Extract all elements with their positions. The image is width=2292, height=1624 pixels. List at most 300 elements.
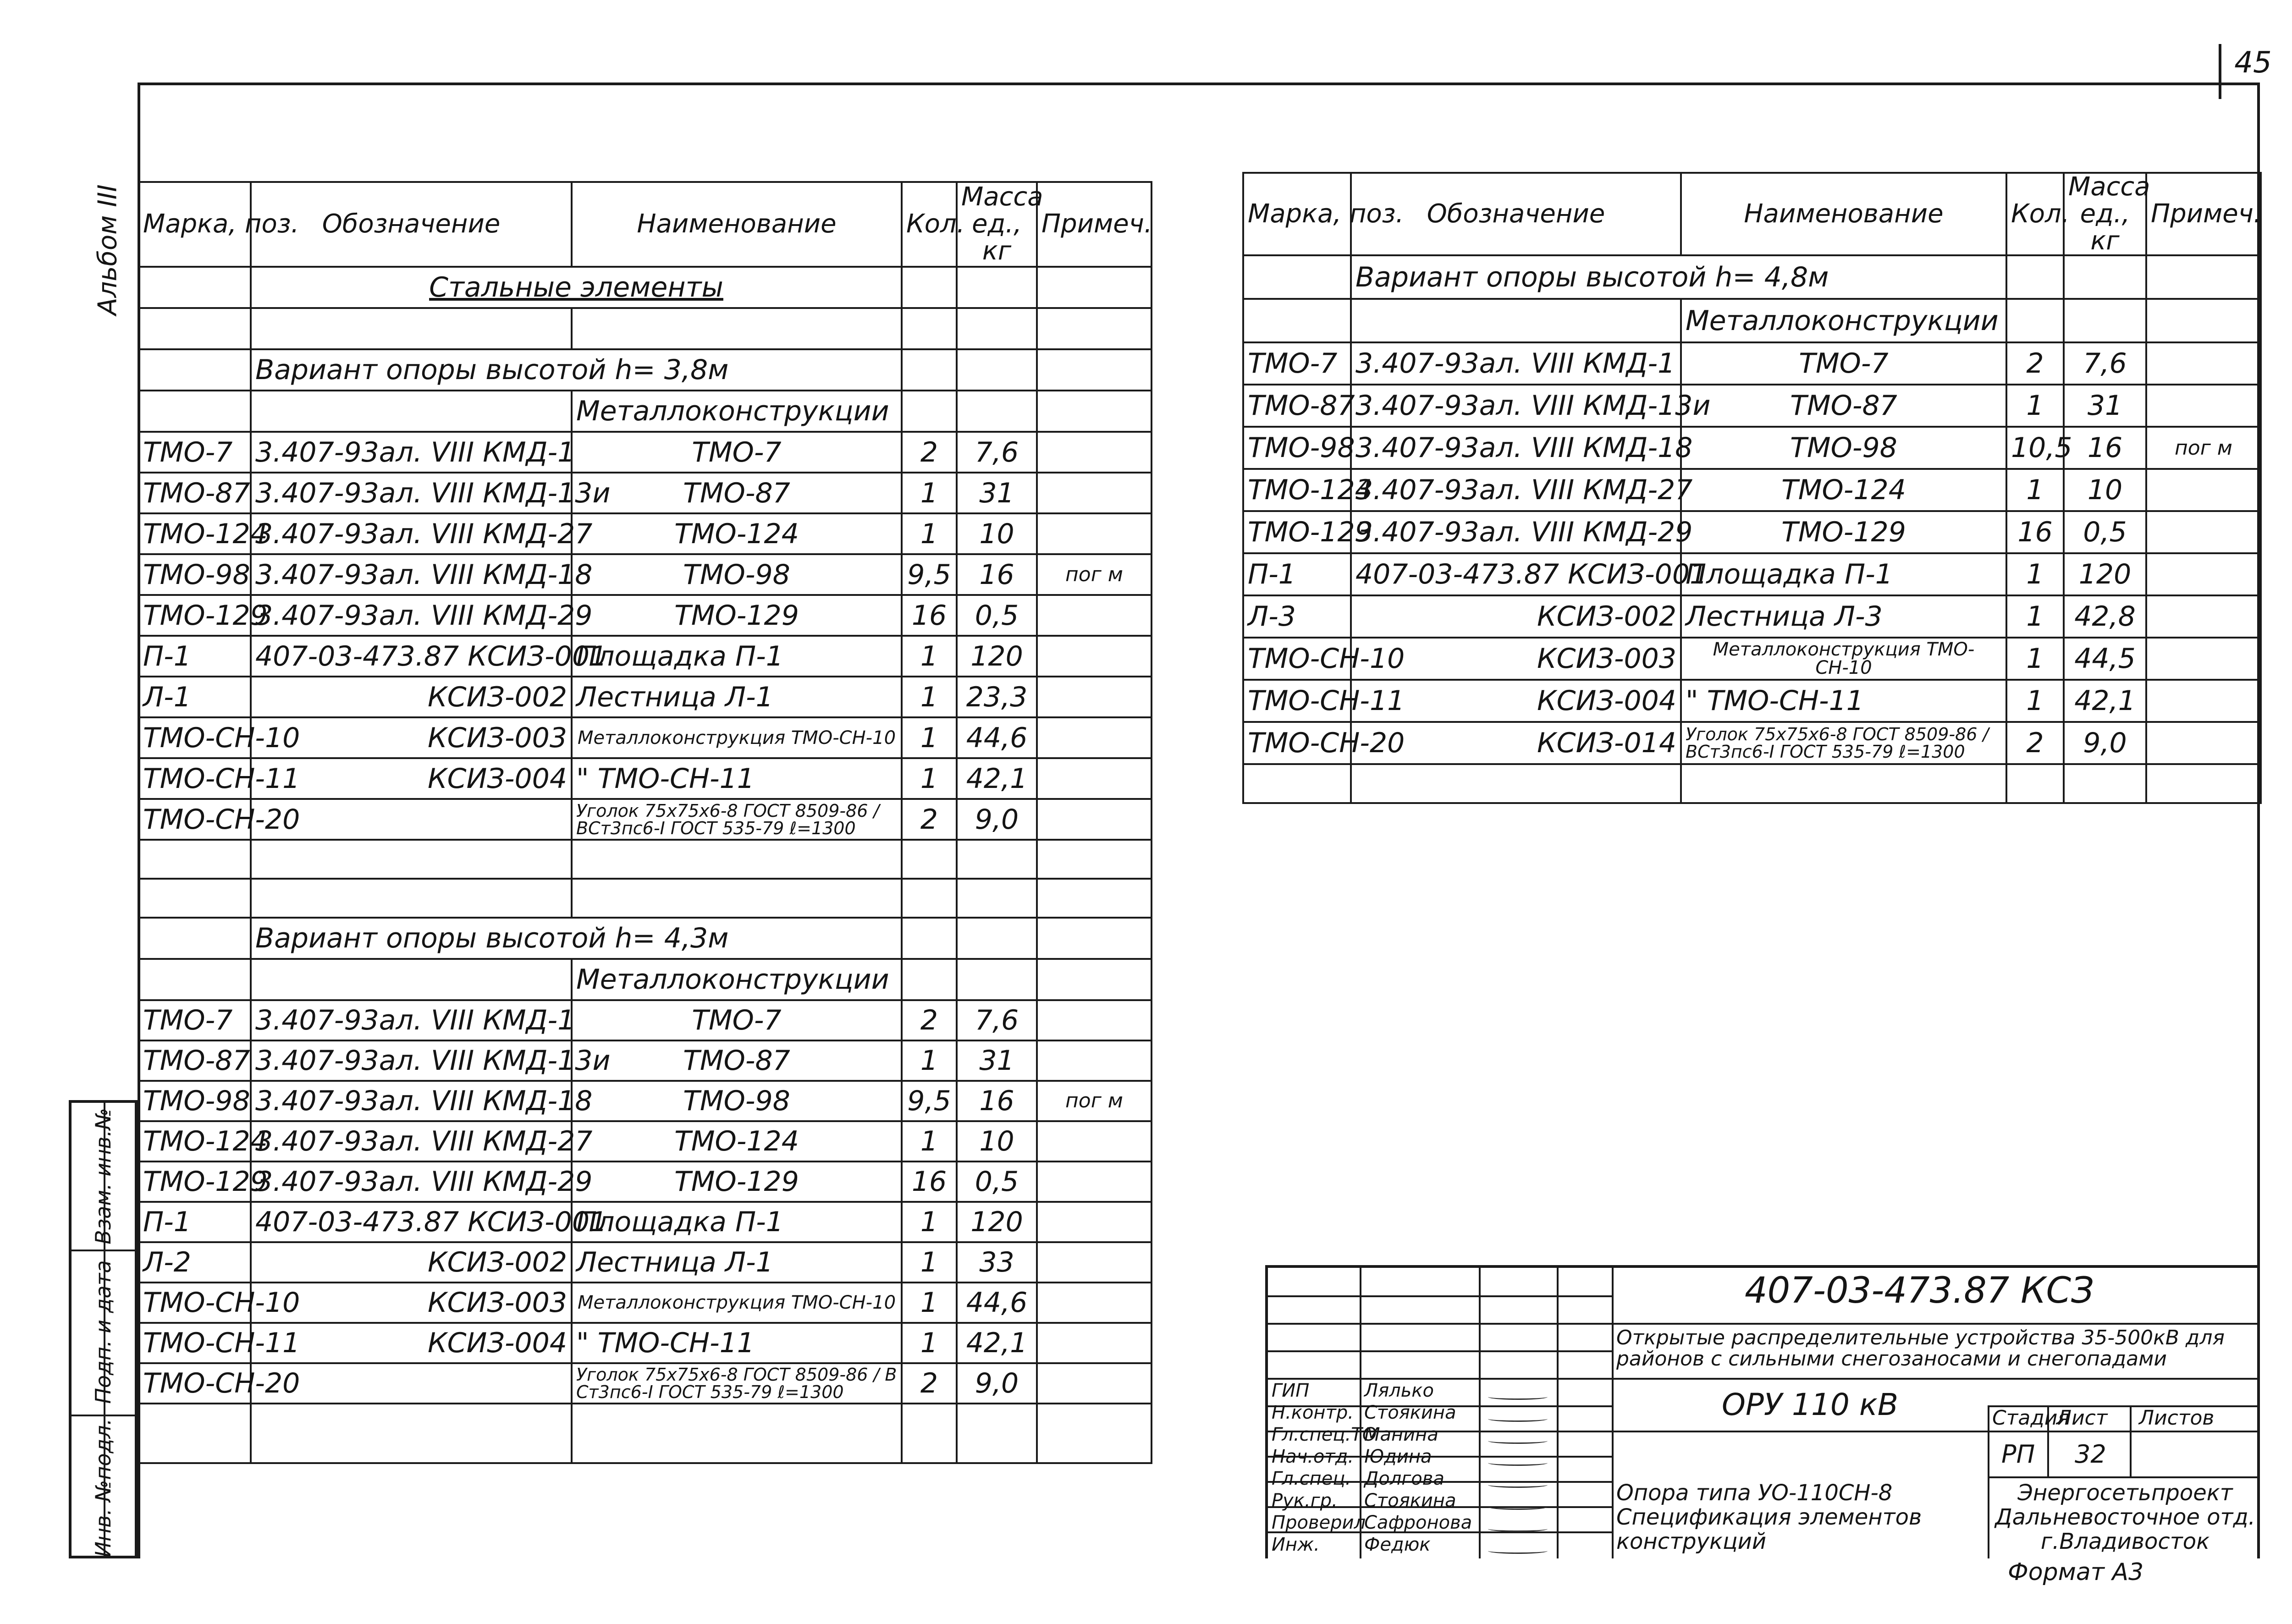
mark-cell: ТМО-124 bbox=[138, 513, 251, 554]
header-note: Примеч. bbox=[1037, 182, 1152, 267]
blank-cell bbox=[957, 959, 1037, 1000]
blank-cell bbox=[1037, 959, 1152, 1000]
subhead-row bbox=[138, 391, 1152, 432]
designation-cell: 407-03-473.87 КСИЗ-001 bbox=[251, 636, 572, 677]
table-row bbox=[138, 677, 1152, 717]
name-cell: Площадка П-1 bbox=[1681, 553, 2006, 595]
album-label-text: Альбом III bbox=[93, 184, 123, 315]
blank-cell bbox=[902, 879, 957, 918]
note-cell bbox=[1037, 473, 1152, 513]
designation-cell: КСИЗ-003 bbox=[1351, 638, 1681, 680]
blank-cell bbox=[2146, 764, 2261, 803]
signature-mark bbox=[1488, 1526, 1548, 1532]
mass-cell: 42,8 bbox=[2064, 595, 2146, 638]
project-title: Открытые распределительные устройства 35-500кВ для районов с сильными снегозаносами и снегопадами bbox=[1616, 1326, 2225, 1371]
blank-cell bbox=[2146, 299, 2261, 342]
mark-cell: ТМО-7 bbox=[138, 1000, 251, 1040]
sheet-format: Формат А3 bbox=[2008, 1558, 2144, 1586]
designation-cell: КСИЗ-003 bbox=[251, 717, 572, 758]
stamp-role: Н.контр. bbox=[1272, 1402, 1354, 1423]
stamp-role: Гл.спец. bbox=[1272, 1468, 1351, 1489]
note-cell bbox=[1037, 1363, 1152, 1404]
header-designation: Обозначение bbox=[1351, 173, 1681, 255]
mark-cell: Л-3 bbox=[1243, 595, 1351, 638]
mass-cell: 7,6 bbox=[2064, 342, 2146, 385]
stamp-role: Инж. bbox=[1272, 1534, 1320, 1555]
blank-cell bbox=[957, 267, 1037, 308]
table-row bbox=[138, 1081, 1152, 1121]
blank-cell bbox=[902, 840, 957, 879]
mark-cell: П-1 bbox=[138, 1202, 251, 1242]
mass-cell: 10 bbox=[957, 1121, 1037, 1162]
name-cell: ТМО-129 bbox=[1681, 511, 2006, 553]
designation-cell: 3.407-93ал. VIII КМД-29 bbox=[251, 1162, 572, 1202]
stage-value: РП bbox=[2001, 1440, 2035, 1469]
qty-cell: 2 bbox=[2006, 722, 2064, 764]
designation-cell: КСИЗ-004 bbox=[251, 758, 572, 799]
stamp-person-name: Сафронова bbox=[1364, 1512, 1472, 1533]
mark-cell: ТМО-СН-20 bbox=[138, 799, 251, 840]
table-row bbox=[138, 1363, 1152, 1404]
designation-cell: 3.407-93ал. VIII КМД-1 bbox=[1351, 342, 1681, 385]
note-cell: пог м bbox=[1037, 1081, 1152, 1121]
blank-cell bbox=[902, 391, 957, 432]
table-row bbox=[138, 1162, 1152, 1202]
blank-cell bbox=[902, 1404, 957, 1463]
mark-cell: ТМО-СН-11 bbox=[138, 1323, 251, 1363]
blank-cell bbox=[957, 391, 1037, 432]
designation-cell: 3.407-93ал. VIII КМД-27 bbox=[1351, 469, 1681, 511]
qty-cell: 1 bbox=[902, 677, 957, 717]
blank-row bbox=[138, 879, 1152, 918]
designation-cell: 3.407-93ал. VIII КМД-29 bbox=[1351, 511, 1681, 553]
blank-cell bbox=[251, 959, 572, 1000]
note-cell bbox=[1037, 1000, 1152, 1040]
table-row bbox=[1243, 511, 2261, 553]
table-row bbox=[138, 1202, 1152, 1242]
designation-cell: 3.407-93ал. VIII КМД-13и bbox=[251, 473, 572, 513]
qty-cell: 1 bbox=[902, 1202, 957, 1242]
name-cell: Металлоконструкция ТМО-СН-10 bbox=[1681, 638, 2006, 680]
qty-cell: 1 bbox=[2006, 553, 2064, 595]
blank-cell bbox=[2146, 255, 2261, 299]
table-row bbox=[1243, 553, 2261, 595]
subhead: Металлоконструкции bbox=[1681, 299, 2006, 342]
blank-cell bbox=[138, 308, 251, 349]
table-row bbox=[1243, 427, 2261, 469]
name-cell: " ТМО-СН-11 bbox=[572, 758, 902, 799]
mark-cell: ТМО-124 bbox=[1243, 469, 1351, 511]
mass-cell: 44,5 bbox=[2064, 638, 2146, 680]
designation-cell: 3.407-93ал. VIII КМД-18 bbox=[251, 554, 572, 595]
stamp-role: Проверил bbox=[1272, 1512, 1366, 1533]
designation-cell: 3.407-93ал. VIII КМД-13и bbox=[1351, 385, 1681, 427]
blank-cell bbox=[957, 918, 1037, 959]
name-cell: Уголок 75х75х6-8 ГОСТ 8509-86 / ВСт3пс6-I ГОСТ 535-79 ℓ=1300 bbox=[1681, 722, 2006, 764]
sheet-label: Лист bbox=[2056, 1406, 2108, 1430]
blank-cell bbox=[251, 308, 572, 349]
blank-cell bbox=[1037, 879, 1152, 918]
designation-cell: КСИЗ-003 bbox=[251, 1283, 572, 1323]
qty-cell: 2 bbox=[902, 799, 957, 840]
mark-cell: ТМО-СН-10 bbox=[1243, 638, 1351, 680]
blank-cell bbox=[957, 1404, 1037, 1463]
qty-cell: 1 bbox=[902, 1121, 957, 1162]
variant-title-38-row bbox=[138, 349, 1152, 391]
qty-cell: 1 bbox=[2006, 469, 2064, 511]
organization: Энергосетьпроект Дальневосточное отд. г.Владивосток bbox=[1995, 1480, 2255, 1554]
mark-cell: ТМО-98 bbox=[138, 1081, 251, 1121]
section-title: Стальные элементы bbox=[251, 267, 902, 308]
note-cell bbox=[2146, 680, 2261, 722]
note-cell bbox=[1037, 1040, 1152, 1081]
note-cell bbox=[2146, 469, 2261, 511]
right-spec-table bbox=[1242, 172, 2262, 804]
note-cell bbox=[1037, 636, 1152, 677]
signature-mark bbox=[1488, 1460, 1548, 1466]
mark-cell: ТМО-7 bbox=[138, 432, 251, 473]
inv-orig-label: Инв. №подл. bbox=[91, 1418, 116, 1558]
mass-cell: 42,1 bbox=[957, 758, 1037, 799]
table-row bbox=[138, 1121, 1152, 1162]
blank-cell bbox=[1351, 764, 1681, 803]
mark-cell: ТМО-7 bbox=[1243, 342, 1351, 385]
blank-cell bbox=[2064, 255, 2146, 299]
table-row bbox=[138, 636, 1152, 677]
variant-title-43-row bbox=[138, 918, 1152, 959]
sheets-label: Листов bbox=[2139, 1406, 2215, 1430]
designation-cell: 3.407-93ал. VIII КМД-27 bbox=[251, 1121, 572, 1162]
name-cell: ТМО-129 bbox=[572, 1162, 902, 1202]
subhead: Металлоконструкции bbox=[572, 391, 902, 432]
name-cell: Уголок 75х75х6-8 ГОСТ 8509-86 / ВСт3пс6-I ГОСТ 535-79 ℓ=1300 bbox=[572, 799, 902, 840]
blank-row bbox=[1243, 764, 2261, 803]
table-row bbox=[138, 432, 1152, 473]
blank-cell bbox=[138, 349, 251, 391]
table-row bbox=[1243, 342, 2261, 385]
name-cell: ТМО-7 bbox=[1681, 342, 2006, 385]
blank-cell bbox=[1037, 349, 1152, 391]
header-qty: Кол. bbox=[2006, 173, 2064, 255]
signature-mark bbox=[1488, 1548, 1548, 1554]
note-cell bbox=[1037, 799, 1152, 840]
blank-cell bbox=[138, 391, 251, 432]
designation-cell: 3.407-93ал. VIII КМД-27 bbox=[251, 513, 572, 554]
designation-cell: КСИЗ-004 bbox=[1351, 680, 1681, 722]
blank-row bbox=[138, 308, 1152, 349]
note-cell bbox=[1037, 717, 1152, 758]
header-name: Наименование bbox=[1681, 173, 2006, 255]
blank-row bbox=[138, 840, 1152, 879]
qty-cell: 1 bbox=[2006, 638, 2064, 680]
designation-cell: 407-03-473.87 КСИЗ-001 bbox=[251, 1202, 572, 1242]
blank-cell bbox=[572, 840, 902, 879]
name-cell: " ТМО-СН-11 bbox=[572, 1323, 902, 1363]
object-name: ОРУ 110 кВ bbox=[1722, 1387, 1899, 1422]
mark-cell: ТМО-87 bbox=[138, 473, 251, 513]
qty-cell: 1 bbox=[902, 1283, 957, 1323]
signature-mark bbox=[1488, 1482, 1548, 1488]
mark-cell: ТМО-129 bbox=[138, 595, 251, 636]
mass-cell: 16 bbox=[957, 1081, 1037, 1121]
name-cell: ТМО-7 bbox=[572, 1000, 902, 1040]
table-row bbox=[138, 513, 1152, 554]
note-cell bbox=[1037, 1202, 1152, 1242]
blank-cell bbox=[1243, 299, 1351, 342]
mass-cell: 0,5 bbox=[2064, 511, 2146, 553]
name-cell: ТМО-98 bbox=[572, 1081, 902, 1121]
mass-cell: 10 bbox=[2064, 469, 2146, 511]
header-mark: Марка, поз. bbox=[138, 182, 251, 267]
qty-cell: 2 bbox=[902, 1000, 957, 1040]
designation-cell: КСИЗ-004 bbox=[251, 1323, 572, 1363]
note-cell bbox=[2146, 722, 2261, 764]
blank-cell bbox=[572, 308, 902, 349]
side-approval-block bbox=[69, 1100, 138, 1558]
blank-cell bbox=[1243, 764, 1351, 803]
header-name: Наименование bbox=[572, 182, 902, 267]
mass-cell: 31 bbox=[957, 1040, 1037, 1081]
qty-cell: 1 bbox=[902, 758, 957, 799]
blank-cell bbox=[138, 1404, 251, 1463]
mass-cell: 33 bbox=[957, 1242, 1037, 1283]
table-row bbox=[1243, 595, 2261, 638]
stamp-role: Рук.гр. bbox=[1272, 1490, 1338, 1511]
variant-title-43: Вариант опоры высотой h= 4,3м bbox=[251, 918, 902, 959]
mass-cell: 42,1 bbox=[957, 1323, 1037, 1363]
stamp-person-name: Лялько bbox=[1364, 1380, 1434, 1401]
table-row bbox=[138, 1323, 1152, 1363]
mark-cell: ТМО-87 bbox=[138, 1040, 251, 1081]
header-note: Примеч. bbox=[2146, 173, 2261, 255]
note-cell bbox=[1037, 677, 1152, 717]
stamp-role: Нач.отд. bbox=[1272, 1446, 1354, 1467]
designation-cell: 3.407-93ал. VIII КМД-18 bbox=[1351, 427, 1681, 469]
blank-cell bbox=[251, 1404, 572, 1463]
mass-cell: 9,0 bbox=[957, 1363, 1037, 1404]
mass-cell: 31 bbox=[957, 473, 1037, 513]
blank-cell bbox=[1037, 1404, 1152, 1463]
table-row bbox=[138, 473, 1152, 513]
mark-cell: ТМО-СН-11 bbox=[1243, 680, 1351, 722]
qty-cell: 1 bbox=[902, 1242, 957, 1283]
mass-cell: 120 bbox=[957, 636, 1037, 677]
designation-cell: КСИЗ-002 bbox=[251, 677, 572, 717]
blank-cell bbox=[572, 879, 902, 918]
blank-cell bbox=[902, 918, 957, 959]
section-title-row bbox=[138, 267, 1152, 308]
stamp-person-name: Стоякина bbox=[1364, 1402, 1456, 1423]
qty-cell: 1 bbox=[902, 473, 957, 513]
blank-cell bbox=[957, 840, 1037, 879]
designation-cell: 3.407-93ал. VIII КМД-13и bbox=[251, 1040, 572, 1081]
qty-cell: 9,5 bbox=[902, 554, 957, 595]
blank-cell bbox=[1037, 267, 1152, 308]
album-label bbox=[83, 181, 133, 319]
blank-cell bbox=[251, 391, 572, 432]
note-cell bbox=[2146, 342, 2261, 385]
mass-cell: 7,6 bbox=[957, 432, 1037, 473]
table-row bbox=[138, 799, 1152, 840]
stamp-person-name: Стоякина bbox=[1364, 1490, 1456, 1511]
stamp-role: Гл.спец.ТО bbox=[1272, 1424, 1377, 1445]
table-row bbox=[138, 1000, 1152, 1040]
variant-title-48-row bbox=[1243, 255, 2261, 299]
mass-cell: 10 bbox=[957, 513, 1037, 554]
blank-cell bbox=[2064, 764, 2146, 803]
note-cell: пог м bbox=[1037, 554, 1152, 595]
subhead: Металлоконструкции bbox=[572, 959, 902, 1000]
designation-cell: 3.407-93ал. VIII КМД-1 bbox=[251, 432, 572, 473]
name-cell: ТМО-124 bbox=[572, 513, 902, 554]
qty-cell: 1 bbox=[902, 636, 957, 677]
name-cell: ТМО-87 bbox=[1681, 385, 2006, 427]
mass-cell: 0,5 bbox=[957, 595, 1037, 636]
page-number: 45 bbox=[2234, 46, 2272, 80]
name-cell: Металлоконструкция ТМО-СН-10 bbox=[572, 1283, 902, 1323]
note-cell bbox=[1037, 432, 1152, 473]
blank-cell bbox=[1037, 840, 1152, 879]
mark-cell: ТМО-124 bbox=[138, 1121, 251, 1162]
blank-cell bbox=[902, 308, 957, 349]
designation-cell: 3.407-93ал. VIII КМД-1 bbox=[251, 1000, 572, 1040]
drawing-title: Опора типа УО-110СН-8 Спецификация элементов конструкций bbox=[1616, 1480, 1922, 1554]
table-row bbox=[1243, 385, 2261, 427]
blank-cell bbox=[957, 349, 1037, 391]
right-spec-body bbox=[1243, 255, 2261, 803]
stamp-person-name: Манина bbox=[1364, 1424, 1438, 1445]
stamp-person-name: Долгова bbox=[1364, 1468, 1444, 1489]
name-cell: Площадка П-1 bbox=[572, 636, 902, 677]
blank-cell bbox=[1037, 308, 1152, 349]
mark-cell: ТМО-СН-20 bbox=[1243, 722, 1351, 764]
qty-cell: 1 bbox=[2006, 595, 2064, 638]
mark-cell: ТМО-СН-11 bbox=[138, 758, 251, 799]
name-cell: " ТМО-СН-11 bbox=[1681, 680, 2006, 722]
header-qty: Кол. bbox=[902, 182, 957, 267]
mark-cell: П-1 bbox=[1243, 553, 1351, 595]
blank-cell bbox=[251, 879, 572, 918]
qty-cell: 16 bbox=[902, 1162, 957, 1202]
name-cell: ТМО-129 bbox=[572, 595, 902, 636]
sign-date-label: Подп. и дата bbox=[91, 1260, 116, 1404]
mass-cell: 31 bbox=[2064, 385, 2146, 427]
subhead-row bbox=[1243, 299, 2261, 342]
note-cell bbox=[2146, 385, 2261, 427]
signature-mark bbox=[1488, 1504, 1548, 1510]
blank-cell bbox=[2006, 255, 2064, 299]
note-cell bbox=[1037, 1323, 1152, 1363]
blank-cell bbox=[902, 267, 957, 308]
mark-cell: Л-2 bbox=[138, 1242, 251, 1283]
note-cell bbox=[1037, 758, 1152, 799]
name-cell: Площадка П-1 bbox=[572, 1202, 902, 1242]
designation-cell: КСИЗ-002 bbox=[1351, 595, 1681, 638]
designation-cell: 3.407-93ал. VIII КМД-29 bbox=[251, 595, 572, 636]
table-row bbox=[1243, 722, 2261, 764]
blank-cell bbox=[1681, 764, 2006, 803]
left-spec-table bbox=[138, 181, 1152, 1464]
qty-cell: 1 bbox=[902, 513, 957, 554]
blank-cell bbox=[2064, 299, 2146, 342]
table-row bbox=[138, 554, 1152, 595]
name-cell: ТМО-124 bbox=[572, 1121, 902, 1162]
mass-cell: 42,1 bbox=[2064, 680, 2146, 722]
mark-cell: ТМО-СН-10 bbox=[138, 1283, 251, 1323]
designation-cell: 3.407-93ал. VIII КМД-18 bbox=[251, 1081, 572, 1121]
mark-cell: Л-1 bbox=[138, 677, 251, 717]
blank-cell bbox=[957, 879, 1037, 918]
note-cell bbox=[1037, 513, 1152, 554]
mass-cell: 16 bbox=[2064, 427, 2146, 469]
note-cell bbox=[1037, 1162, 1152, 1202]
qty-cell: 9,5 bbox=[902, 1081, 957, 1121]
left-spec-body bbox=[138, 267, 1152, 1463]
designation-cell: КСИЗ-002 bbox=[251, 1242, 572, 1283]
blank-cell bbox=[957, 308, 1037, 349]
mark-cell: ТМО-129 bbox=[1243, 511, 1351, 553]
blank-cell bbox=[902, 349, 957, 391]
mass-cell: 9,0 bbox=[2064, 722, 2146, 764]
mark-cell: ТМО-129 bbox=[138, 1162, 251, 1202]
mark-cell: ТМО-СН-10 bbox=[138, 717, 251, 758]
stamp-role: ГИП bbox=[1272, 1380, 1310, 1401]
mass-cell: 120 bbox=[957, 1202, 1037, 1242]
note-cell bbox=[1037, 1283, 1152, 1323]
note-cell bbox=[1037, 1121, 1152, 1162]
mark-cell: ТМО-87 bbox=[1243, 385, 1351, 427]
table-row bbox=[138, 1283, 1152, 1323]
name-cell: ТМО-7 bbox=[572, 432, 902, 473]
blank-cell bbox=[138, 959, 251, 1000]
qty-cell: 2 bbox=[902, 1363, 957, 1404]
note-cell bbox=[2146, 595, 2261, 638]
name-cell: ТМО-87 bbox=[572, 1040, 902, 1081]
mass-cell: 44,6 bbox=[957, 717, 1037, 758]
table-row bbox=[138, 595, 1152, 636]
mark-cell: П-1 bbox=[138, 636, 251, 677]
name-cell: ТМО-98 bbox=[572, 554, 902, 595]
mass-cell: 44,6 bbox=[957, 1283, 1037, 1323]
qty-cell: 10,5 bbox=[2006, 427, 2064, 469]
mass-cell: 120 bbox=[2064, 553, 2146, 595]
signature-mark bbox=[1488, 1394, 1548, 1400]
blank-cell bbox=[138, 918, 251, 959]
qty-cell: 1 bbox=[2006, 680, 2064, 722]
header-mass: Масса ед., кг bbox=[2064, 173, 2146, 255]
table-row bbox=[138, 717, 1152, 758]
mass-cell: 7,6 bbox=[957, 1000, 1037, 1040]
blank-cell bbox=[138, 267, 251, 308]
doc-code: 407-03-473.87 КСЗ bbox=[1745, 1270, 2094, 1311]
stamp-person-name: Юдина bbox=[1364, 1446, 1432, 1467]
qty-cell: 16 bbox=[2006, 511, 2064, 553]
table-row bbox=[138, 758, 1152, 799]
mass-cell: 0,5 bbox=[957, 1162, 1037, 1202]
blank-cell bbox=[2006, 764, 2064, 803]
subhead-row bbox=[138, 959, 1152, 1000]
mass-cell: 9,0 bbox=[957, 799, 1037, 840]
blank-cell bbox=[2006, 299, 2064, 342]
blank-cell bbox=[902, 959, 957, 1000]
name-cell: Уголок 75х75х6-8 ГОСТ 8509-86 / В Ст3пс6-I ГОСТ 535-79 ℓ=1300 bbox=[572, 1363, 902, 1404]
note-cell bbox=[1037, 595, 1152, 636]
variant-title-38: Вариант опоры высотой h= 3,8м bbox=[251, 349, 902, 391]
mark-cell: ТМО-СН-20 bbox=[138, 1363, 251, 1404]
note-cell bbox=[2146, 638, 2261, 680]
qty-cell: 2 bbox=[2006, 342, 2064, 385]
name-cell: ТМО-98 bbox=[1681, 427, 2006, 469]
